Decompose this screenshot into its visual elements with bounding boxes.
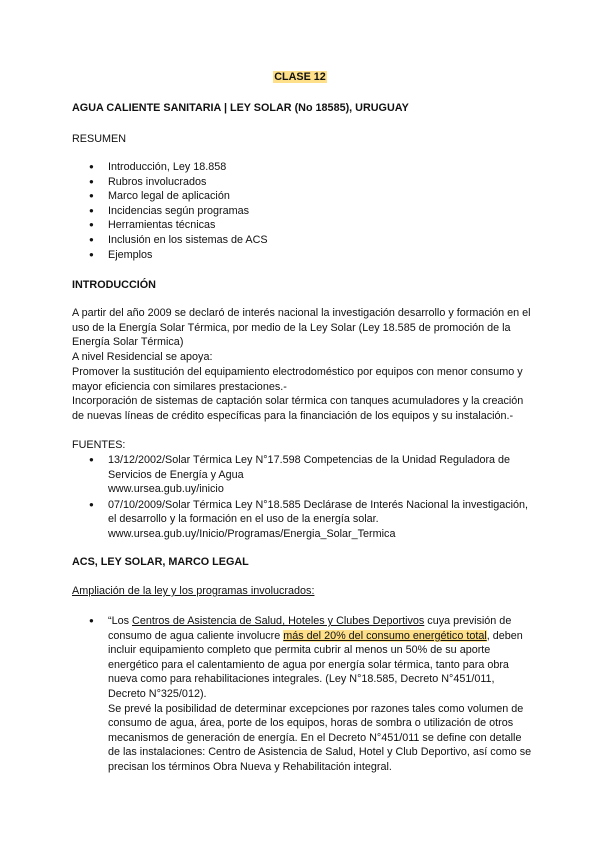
list-item <box>72 453 532 497</box>
fuentes-list <box>72 453 532 542</box>
quote-list <box>72 614 532 775</box>
resumen-list <box>72 160 268 262</box>
list-item <box>72 614 532 775</box>
acs-heading: ACS, LEY SOLAR, MARCO LEGAL <box>72 556 249 568</box>
main-heading: AGUA CALIENTE SANITARIA | LEY SOLAR (No 18585), URUGUAY <box>72 102 409 114</box>
list-item: ● Introducción, Ley 18.858 <box>72 160 268 175</box>
quote-highlight-centros: Centros de Asistencia de Salud, Hoteles y Clubes Deportivos <box>132 615 425 627</box>
fuente-text: ● 13/12/2002/Solar Térmica Ley N°17.598 Competencias de la Unidad Reguladora de Servicios de Energía y Agua <box>108 454 511 481</box>
intro-incorporacion: Incorporación de sistemas de captación solar térmica con tanques acumuladores y la creación de nuevas líneas de crédito específicas para la financiación de los equipos y su instalación.- <box>72 395 524 422</box>
page-title: CLASE 12 <box>274 71 326 83</box>
quote-highlight-consumo: más del 20% del consumo energético total <box>283 629 487 642</box>
list-item: ● Inclusión en los sistemas de ACS <box>72 233 268 248</box>
list-item: ● Incidencias según programas <box>72 204 268 219</box>
list-item: ● Herramientas técnicas <box>72 218 268 233</box>
list-item <box>72 498 532 542</box>
intro-sustitucion: Promover la sustitución del equipamiento electrodoméstico por equipos con menor consumo y mayor eficiencia con similares prestaciones.- <box>72 366 523 393</box>
ampliacion-subheading: Ampliación de la ley y los programas involucrados: <box>72 585 315 597</box>
list-item: ● Marco legal de aplicación <box>72 189 268 204</box>
intro-residencial: A nivel Residencial se apoya: <box>72 351 213 363</box>
quote-paragraph: ● “Los Centros de Asistencia de Salud, Hoteles y Clubes Deportivos cuya previsión de consumo de agua caliente involucre más del 20% del consumo energético total, deben incluir equipamiento completo que permita cubrir al menos un 50% de su aporte energético para el calentamiento de agua por energía solar térmica, tanto para obra nueva como para rehabilitaciones integrales. (Ley N°18.585, Decreto N°451/011, Decreto N°325/012). <box>108 615 523 700</box>
fuente-link[interactable]: www.ursea.gub.uy/inicio <box>108 483 224 496</box>
fuentes-label: FUENTES: <box>72 439 126 451</box>
intro-paragraph: A partir del año 2009 se declaró de interés nacional la investigación desarrollo y formación en el uso de la Energía Solar Térmica, por medio de la Ley Solar (Ley 18.585 de promoción de la Energía Solar Térmica) <box>72 307 531 349</box>
intro-heading: INTRODUCCIÓN <box>72 279 156 291</box>
quote-excepciones: Se prevé la posibilidad de determinar excepciones por razones tales como volumen de consumo de agua, área, porte de los equipos, horas de sombra o utilización de otros mecanismos de generación de energía. En el Decreto N°451/011 se define con detalle de las instalaciones: Centro de Asistencia de Salud, Hotel y Club Deportivo, así como se precisan los términos Obra Nueva y Rehabilitación integral. <box>108 702 532 773</box>
fuente-text: ● 07/10/2009/Solar Térmica Ley N°18.585 Declárase de Interés Nacional la investigación, el desarrollo y la formación en el uso de la energía solar. <box>108 498 529 526</box>
resumen-label: RESUMEN <box>72 133 126 145</box>
list-item: ● Rubros involucrados <box>72 175 268 190</box>
list-item: ● Ejemplos <box>72 248 268 263</box>
fuente-link[interactable]: www.ursea.gub.uy/Inicio/Programas/Energia_Solar_Termica <box>108 527 396 540</box>
